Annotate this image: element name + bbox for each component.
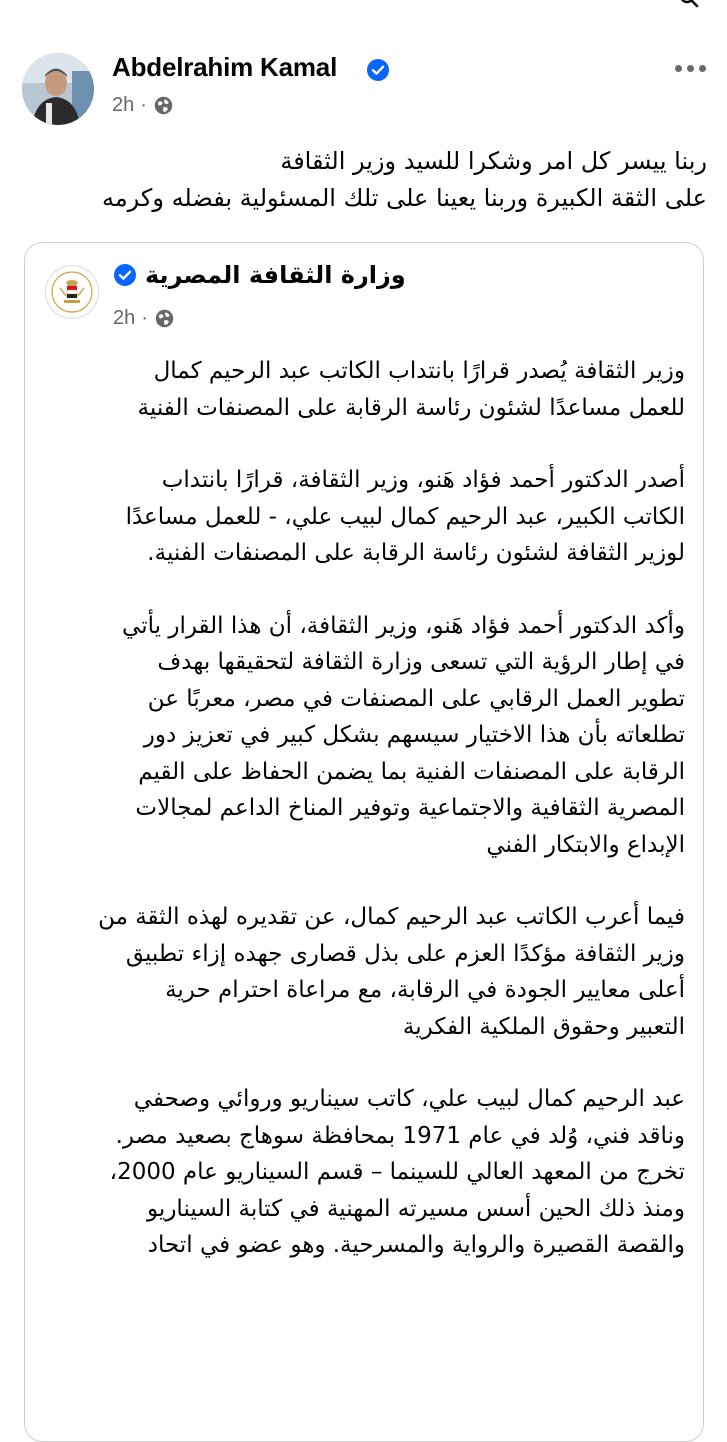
meta-separator: · — [140, 94, 147, 116]
text-line: وزير الثقافة مؤكدًا العزم على بذل قصارى جهده إزاء تطبيق — [125, 940, 685, 967]
text-line: والقصة القصيرة والرواية والمسرحية. وهو عضو في اتحاد — [147, 1232, 685, 1258]
text-line: أعلى معايير الجودة في الرقابة، مع مراعاة احترام حرية — [165, 977, 685, 1003]
paragraph — [73, 899, 685, 1045]
post-text-line: ربنا ييسر كل امر وشكرا للسيد وزير الثقافة — [280, 147, 707, 175]
globe-icon[interactable] — [154, 308, 175, 329]
text-line: تطوير العمل الرقابي على المصنفات في مصر، معربًا عن — [147, 685, 685, 712]
dot-icon — [699, 65, 706, 72]
text-line: المصرية الثقافية والاجتماعية وتوفير المناخ الداعم لمجالات — [135, 795, 685, 821]
globe-icon[interactable] — [153, 95, 174, 116]
author-avatar[interactable] — [22, 53, 94, 125]
search-icon[interactable] — [679, 0, 699, 8]
dot-icon — [687, 65, 694, 72]
meta-separator: · — [141, 307, 148, 329]
text-line: لوزير الثقافة لشئون رئاسة الرقابة على المصنفات الفنية. — [147, 540, 685, 566]
ministry-logo[interactable] — [45, 265, 99, 319]
post-time[interactable]: 2h — [112, 94, 135, 116]
text-line: ومنذ ذلك الحين أسس مسيرته المهنية في كتابة السيناريو — [147, 1195, 685, 1222]
text-line: الرقابة على المصنفات الفنية بما يضمن الحفاظ على القيم — [138, 758, 685, 785]
top-edge — [0, 0, 727, 14]
avatar-photo-icon — [22, 53, 94, 125]
post-meta — [112, 94, 174, 117]
dot-icon — [675, 65, 682, 72]
post-text-line: على الثقة الكبيرة وربنا يعينا على تلك المسئولية بفضله وكرمه — [101, 184, 707, 212]
text-line: وزير الثقافة يُصدر قرارًا بانتداب الكاتب عبد الرحيم كمال — [153, 358, 685, 384]
text-line: وناقد فني، وُلد في عام 1971 بمحافظة سوهاج بصعيد مصر. — [115, 1122, 685, 1149]
text-line: عبد الرحيم كمال لبيب علي، كاتب سيناريو وروائي وصحفي — [133, 1086, 685, 1112]
page-name-row — [113, 261, 406, 289]
shared-post-text — [73, 353, 685, 1300]
text-line: وأكد الدكتور أحمد فؤاد هَنو، وزير الثقافة، أن هذا القرار يأتي — [122, 612, 685, 639]
text-line: أصدر الدكتور أحمد فؤاد هَنو، وزير الثقافة، قرارًا بانتداب — [161, 467, 685, 493]
verified-badge-icon — [366, 58, 390, 82]
text-line: التعبير وحقوق الملكية الفكرية — [402, 1013, 685, 1040]
post-text — [17, 143, 707, 217]
text-line: فيما أعرب الكاتب عبد الرحيم كمال، عن تقديره لهذه الثقة من — [98, 904, 685, 930]
text-line: تطلعاته بأن هذا الاختيار سيسهم بشكل كبير في تعزيز دور — [143, 722, 685, 748]
paragraph — [73, 353, 685, 426]
text-line: للعمل مساعدًا لشئون رئاسة الرقابة على المصنفات الفنية — [137, 394, 685, 421]
more-options-button[interactable] — [670, 54, 710, 82]
paragraph — [73, 608, 685, 864]
paragraph — [73, 1081, 685, 1264]
text-line: الكاتب الكبير، عبد الرحيم كمال لبيب علي، - للعمل مساعدًا — [125, 503, 685, 530]
paragraph — [73, 462, 685, 572]
shared-post-time[interactable]: 2h — [113, 307, 136, 329]
verified-badge-icon — [113, 263, 137, 287]
page-name[interactable]: وزارة الثقافة المصرية — [145, 261, 406, 289]
author-name[interactable]: Abdelrahim Kamal — [112, 52, 338, 82]
shared-post-meta — [113, 307, 175, 330]
post-header — [22, 50, 712, 130]
text-line: الإبداع والابتكار الفني — [486, 831, 685, 858]
eagle-emblem-icon — [46, 266, 98, 318]
text-line: تخرج من المعهد العالي للسينما – قسم السيناريو عام 2000، — [109, 1159, 685, 1185]
shared-post-card[interactable] — [24, 242, 704, 1442]
text-line: في إطار الرؤية التي تسعى وزارة الثقافة لتحقيقها بهدف — [157, 649, 685, 675]
